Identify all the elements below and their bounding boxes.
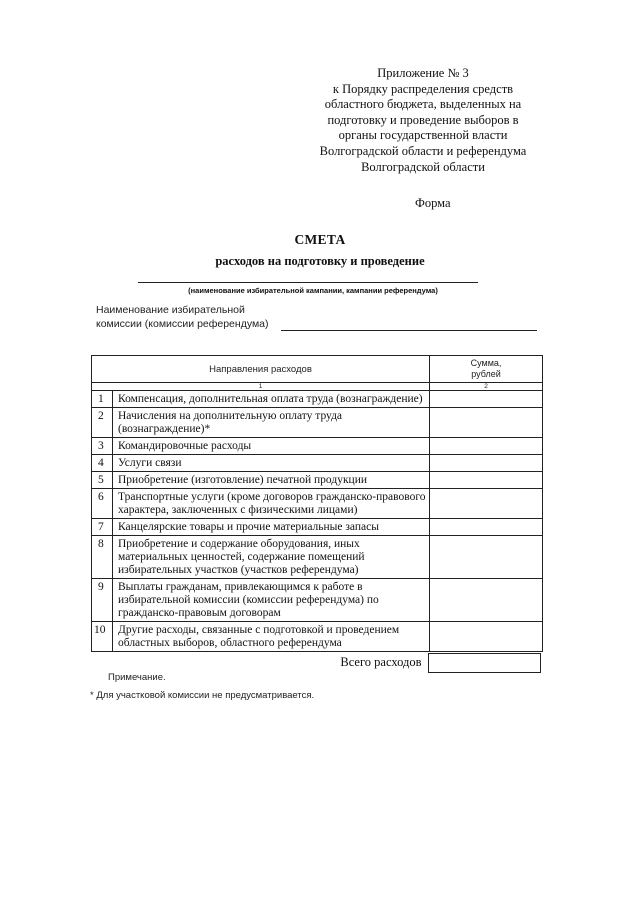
appendix-line: областного бюджета, выделенных на: [324, 97, 522, 112]
appendix-line: Волгоградской области: [361, 159, 485, 174]
row-amount-cell[interactable]: [430, 472, 543, 489]
row-amount-cell[interactable]: [430, 391, 543, 408]
table-row: [92, 408, 543, 438]
row-amount-cell[interactable]: [430, 438, 543, 455]
header-direction: Направления расходов: [92, 356, 430, 383]
table-row: [92, 455, 543, 472]
appendix-line: Приложение № 3: [377, 66, 469, 80]
row-amount-cell[interactable]: [430, 455, 543, 472]
commission-label-line: Наименование избирательной: [96, 304, 245, 316]
row-number: 3: [92, 438, 113, 455]
row-amount-cell[interactable]: [430, 622, 543, 652]
table-header-row: [92, 356, 543, 383]
appendix-line: Волгоградской области и референдума: [319, 143, 527, 158]
table-row: [92, 536, 543, 579]
column-number-row: [92, 383, 543, 391]
row-number: 5: [92, 472, 113, 489]
row-label: Услуги связи: [113, 455, 430, 472]
table-row: [92, 391, 543, 408]
appendix-line: органы государственной власти: [338, 128, 508, 143]
row-amount-cell[interactable]: [430, 489, 543, 519]
table-row: [92, 472, 543, 489]
document-title: СМЕТА: [294, 232, 346, 247]
row-label: Командировочные расходы: [113, 438, 430, 455]
header-sum-line: Сумма,: [470, 358, 502, 368]
row-number: 2: [92, 408, 113, 438]
commission-name-line[interactable]: [281, 330, 537, 331]
column-number-1: 1: [92, 383, 430, 391]
campaign-name-line[interactable]: [138, 282, 478, 283]
row-number: 6: [92, 489, 113, 519]
row-label: Транспортные услуги (кроме договоров гражданско-правового характера, заключенных с физическими лицами): [113, 489, 430, 519]
row-number: 10: [92, 622, 113, 652]
appendix-line: к Порядку распределения средств: [332, 81, 514, 96]
column-number-2: 2: [430, 383, 543, 391]
row-number: 1: [92, 391, 113, 408]
row-label: Начисления на дополнительную оплату труда (вознаграждение)*: [113, 408, 430, 438]
commission-label-line: комиссии (комиссии референдума): [96, 317, 269, 330]
document-subtitle: расходов на подготовку и проведение: [215, 254, 425, 268]
table-row: [92, 579, 543, 622]
row-number: 7: [92, 519, 113, 536]
row-label: Выплаты гражданам, привлекающимся к работе в избирательной комиссии (комиссии референдума) по гражданско-правовым договорам: [113, 579, 430, 622]
table-row: [92, 519, 543, 536]
form-label: Форма: [415, 196, 451, 210]
row-label: Канцелярские товары и прочие материальные запасы: [113, 519, 430, 536]
header-sum: [430, 356, 543, 383]
table-row: [92, 438, 543, 455]
row-number: 4: [92, 455, 113, 472]
row-amount-cell[interactable]: [430, 519, 543, 536]
row-number: 9: [92, 579, 113, 622]
note-label: Примечание.: [108, 672, 166, 683]
table-row: [92, 489, 543, 519]
footnote: * Для участковой комиссии не предусматривается.: [90, 690, 315, 701]
budget-table: [91, 355, 543, 670]
row-label: Другие расходы, связанные с подготовкой и проведением областных выборов, областного референдума: [113, 622, 430, 652]
row-label: Компенсация, дополнительная оплата труда (вознаграждение): [113, 391, 430, 408]
appendix-header: [300, 66, 546, 175]
row-amount-cell[interactable]: [430, 408, 543, 438]
header-sum-line: рублей: [471, 369, 501, 379]
row-label: Приобретение и содержание оборудования, иных материальных ценностей, содержание помещений избирательных участков (участков референдума): [113, 536, 430, 579]
total-amount-cell[interactable]: [428, 653, 541, 673]
row-amount-cell[interactable]: [430, 579, 543, 622]
table-row: [92, 622, 543, 652]
row-amount-cell[interactable]: [430, 536, 543, 579]
row-number: 8: [92, 536, 113, 579]
row-label: Приобретение (изготовление) печатной продукции: [113, 472, 430, 489]
total-label: Всего расходов: [340, 655, 422, 669]
appendix-line: подготовку и проведение выборов в: [327, 112, 519, 127]
campaign-caption: (наименование избирательной кампании, кампании референдума): [188, 286, 438, 295]
commission-label: [96, 304, 269, 331]
